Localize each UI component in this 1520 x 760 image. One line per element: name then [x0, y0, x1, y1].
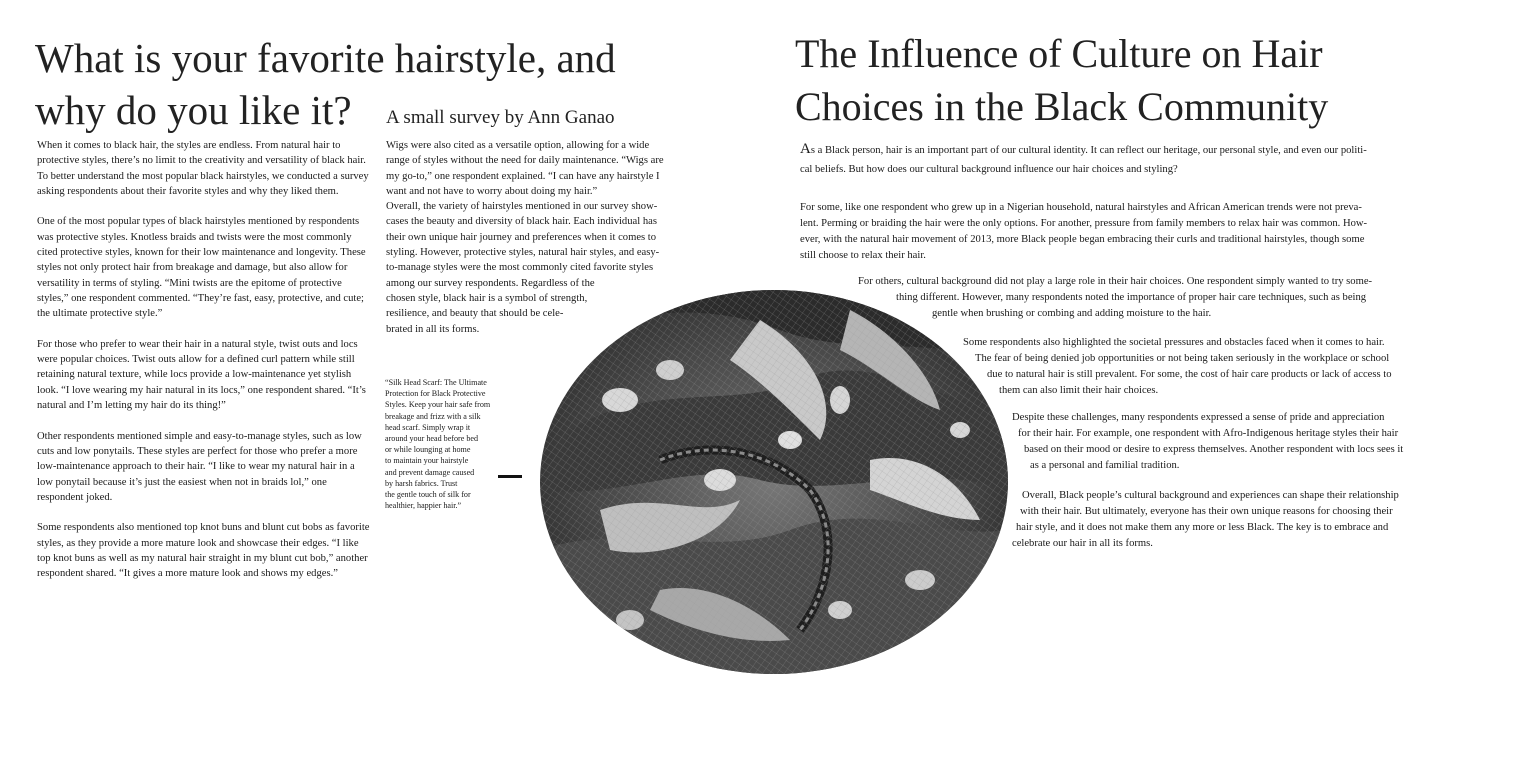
- col2-line: Wigs were also cited as a versatile option, allowing for a wide: [386, 140, 650, 151]
- caption-line: healthier, happier hair.”: [385, 501, 462, 511]
- left-column-1: [37, 138, 372, 597]
- caption-line: head scarf. Simply wrap it: [385, 422, 471, 432]
- right-paragraph-5: [1012, 410, 1478, 474]
- para-line: Overall, Black people’s cultural background and experiences can shape their relationship: [1022, 490, 1399, 501]
- col2-line: styling. However, protective styles, natural hair styles, and easy-: [386, 247, 660, 259]
- col2-line: my go-to,” one respondent explained. “I can have any hairstyle I: [386, 170, 660, 182]
- para-line: For some, like one respondent who grew up in a Nigerian household, natural hairstyles and African American trends were not preva-: [800, 202, 1362, 213]
- left-paragraph-intro: When it comes to black hair, the styles are endless. From natural hair to protective styles, there’s no limit to the creativity and versatility of black hair. To better understand the most popular black hairstyles, we conducted a survey asking respondents about their favorite styles and why they liked them.: [37, 140, 369, 197]
- left-article-title: What is your favorite hairstyle, and why do you like it?: [35, 35, 616, 133]
- col2-line: range of styles without the need for daily maintenance. “Wigs are: [386, 155, 664, 167]
- para-line: as a personal and familial tradition.: [1030, 460, 1180, 471]
- para-line: The fear of being denied job opportunities or not being taken seriously in the workplace or school: [975, 353, 1390, 364]
- right-paragraph-4: [963, 335, 1478, 399]
- para-line: still choose to relax their hair.: [800, 250, 926, 261]
- right-title-line: The Influence of Culture on Hair: [795, 31, 1323, 76]
- right-paragraph-2: [800, 200, 1480, 264]
- caption-line: Styles. Keep your hair safe from: [385, 400, 491, 410]
- left-paragraph-protective: One of the most popular types of black hairstyles mentioned by respondents was protective styles. Knotless braids and twists were the most commonly cited protective styles, known for their low maintenance and longevity. These styles not only protect hair from breakage and damage, but also allow for versatility in terms of styling. “Mini twists are the epitome of protective styles,” one respondent commented. “They’re fast, easy, protective, and cute; the ultimate protective style.”: [37, 216, 366, 320]
- col2-line: cases the beauty and diversity of black hair. Each individual has: [386, 216, 657, 228]
- para-line: For others, cultural background did not play a large role in their hair choices. One respondent simply wanted to try some-: [858, 276, 1373, 287]
- col2-line: to-manage styles were the most commonly cited favorite styles: [386, 262, 654, 274]
- para-line: lent. Perming or braiding the hair were the only options. For another, pressure from family members to relax hair was common. How-: [800, 218, 1368, 229]
- right-paragraph-3: [858, 274, 1478, 322]
- intro-line: s a Black person, hair is an important part of our cultural identity. It can reflect our heritage, our personal style, and even our politi-: [810, 145, 1367, 156]
- para-line: Some respondents also highlighted the societal pressures and obstacles faced when it comes to hair.: [963, 337, 1385, 348]
- silk-head-scarf-photo: [540, 290, 1008, 674]
- caption-line: and prevent damage caused: [385, 467, 475, 477]
- left-paragraph-simple: Other respondents mentioned simple and easy-to-manage styles, such as low cuts and low ponytails. These styles are perfect for those who prefer a more low-maintenance approach to their hair. “I like to wear my natural hair in a low ponytail because it’s just the easiest when not in braids lol,” one respondent joked.: [37, 430, 362, 503]
- caption-line: by harsh fabrics. Trust: [385, 478, 458, 488]
- caption-line: Protection for Black Protective: [385, 389, 486, 399]
- left-paragraph-natural: For those who prefer to wear their hair in a natural style, twist outs and locs were popular choices. Twist outs allow for a defined curl pattern while still retaining natural texture, while locs provide a low-maintenance yet stylish look. “I love wearing my hair natural in its locs,” one respondent shared. “It’s natural and I’m letting my hair do its thing!”: [37, 338, 366, 412]
- right-paragraph-6: [1012, 488, 1478, 552]
- caption-line: the gentle touch of silk for: [385, 490, 471, 500]
- para-line: Despite these challenges, many respondents expressed a sense of pride and appreciation: [1012, 412, 1385, 423]
- right-title-line: Choices in the Black Community: [795, 84, 1329, 129]
- para-line: due to natural hair is still prevalent. For some, the cost of hair care products or lack of access to: [987, 369, 1392, 380]
- caption-line: around your head before bed: [385, 434, 479, 444]
- para-line: for their hair. For example, one respondent with Afro-Indigenous heritage styles their hair: [1018, 428, 1399, 439]
- col2-line: chosen style, black hair is a symbol of strength,: [386, 292, 588, 304]
- para-line: hair style, and it does not make them any more or less Black. The key is to embrace and: [1016, 522, 1389, 533]
- caption-pointer-line: [498, 475, 522, 478]
- photo-caption: [385, 377, 501, 511]
- col2-line: Overall, the variety of hairstyles mentioned in our survey show-: [386, 201, 658, 213]
- para-line: gentle when brushing or combing and adding moisture to the hair.: [932, 308, 1212, 319]
- para-line: based on their mood or desire to express themselves. Another respondent with locs sees it: [1024, 444, 1404, 455]
- col2-line: want and not have to worry about doing my hair.”: [386, 185, 598, 197]
- caption-line: or while lounging at home: [385, 445, 471, 455]
- right-intro-paragraph: [800, 140, 1480, 179]
- col2-line: brated in all its forms.: [386, 323, 480, 335]
- para-line: celebrate our hair in all its forms.: [1012, 538, 1153, 549]
- survey-byline: A small survey by Ann Ganao: [386, 107, 615, 128]
- para-line: with their hair. But ultimately, everyone has their own unique reasons for choosing their: [1020, 506, 1393, 517]
- left-paragraph-topknot: Some respondents also mentioned top knot buns and blunt cut bobs as favorite styles, as they provide a more mature look and showcase their edges. “I like top knot buns as well as my natural hair straight in my blunt cut bob,” another respondent shared. “It gives a more mature look and shows my edges.”: [37, 522, 370, 580]
- caption-line: “Silk Head Scarf: The Ultimate: [385, 378, 487, 387]
- col2-line: among our survey respondents. Regardless of the: [386, 277, 595, 289]
- caption-line: to maintain your hairstyle: [385, 456, 469, 466]
- col2-line: resilience, and beauty that should be cele-: [386, 308, 564, 320]
- para-line: ever, with the natural hair movement of 2013, more Black people began embracing their curls and traditional hairstyles, though some: [800, 234, 1365, 245]
- caption-line: breakage and frizz with a silk: [385, 411, 481, 421]
- right-article-title: [795, 27, 1495, 133]
- intro-dropcap: A: [800, 141, 811, 157]
- para-line: them can also limit their hair choices.: [999, 385, 1159, 396]
- para-line: thing different. However, many respondents noted the importance of proper hair care techniques, such as being: [896, 292, 1367, 303]
- col2-line: their own unique hair journey and preferences when it comes to: [386, 231, 657, 243]
- intro-line: cal beliefs. But how does our cultural background influence our hair choices and styling?: [800, 164, 1178, 175]
